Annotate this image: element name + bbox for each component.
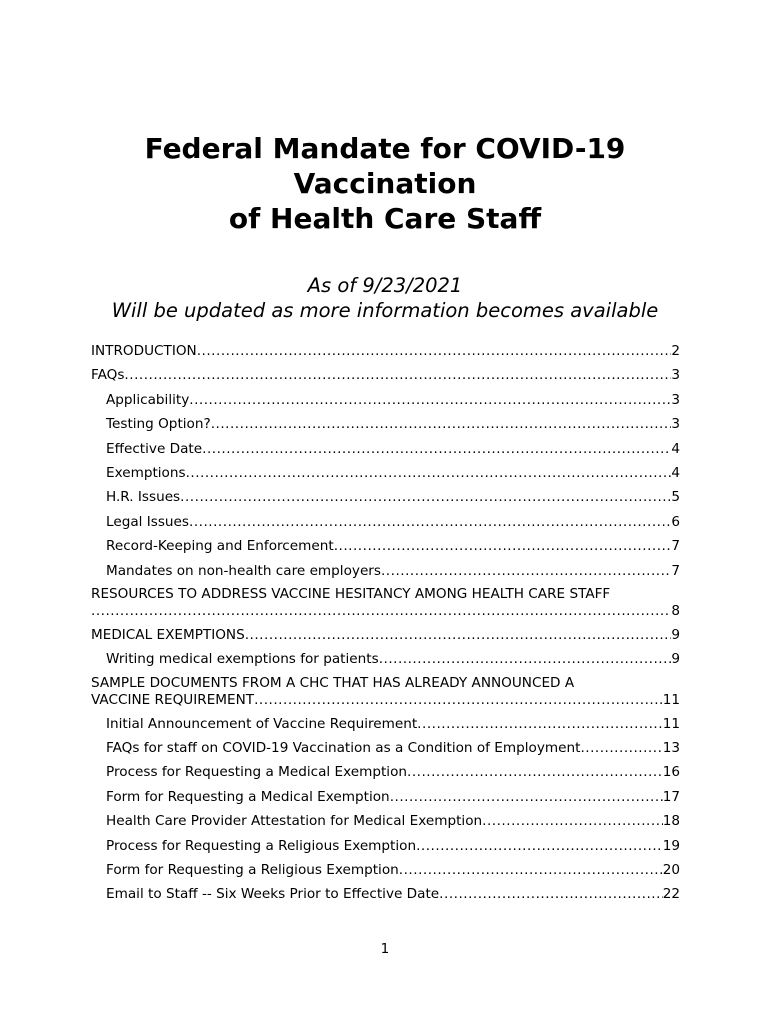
toc-entry-process-medical-exemption[interactable] (91, 760, 680, 784)
toc-entry-label: MEDICAL EXEMPTIONS (91, 626, 245, 643)
toc-entry-label: Effective Date (106, 440, 203, 457)
toc-dot-leader (407, 760, 663, 784)
toc-entry-page: 3 (671, 367, 680, 384)
toc-entry-form-medical-exemption[interactable] (91, 785, 680, 809)
toc-entry-label: Applicability (106, 391, 190, 408)
toc-entry-page: 5 (671, 489, 680, 506)
toc-entry-page: 6 (671, 513, 680, 530)
toc-entry-medical-exemptions[interactable] (91, 623, 680, 647)
toc-entry-label: Exemptions (106, 464, 186, 481)
toc-entry-page: 9 (671, 651, 680, 668)
toc-entry-page: 17 (662, 788, 680, 805)
toc-entry-page: 20 (662, 862, 680, 879)
toc-entry-faqs-for-staff[interactable] (91, 736, 680, 760)
toc-entry-legal-issues[interactable] (91, 510, 680, 534)
toc-entry-label: Process for Requesting a Medical Exemption (106, 764, 407, 781)
toc-dot-leader (197, 339, 672, 363)
toc-entry-label: Record-Keeping and Enforcement (106, 538, 334, 555)
toc-entry-label: Email to Staff -- Six Weeks Prior to Effective Date (106, 886, 440, 903)
page-number: 1 (380, 941, 390, 957)
toc-entry-page: 16 (662, 764, 680, 781)
toc-entry-label: Testing Option? (106, 416, 211, 433)
toc-dot-leader (439, 882, 663, 906)
toc-entry-record-keeping[interactable] (91, 534, 680, 558)
toc-entry-label: Process for Requesting a Religious Exemption (106, 837, 417, 854)
toc-dot-leader (580, 736, 662, 760)
toc-dot-leader (189, 388, 671, 412)
toc-entry-label: FAQs for staff on COVID-19 Vaccination as a Condition of Employment (106, 740, 581, 757)
table-of-contents (91, 339, 680, 907)
toc-entry-page: 7 (671, 538, 680, 555)
toc-entry-page: 4 (671, 440, 680, 457)
toc-entry-initial-announcement[interactable] (91, 712, 680, 736)
toc-entry-provider-attestation[interactable] (91, 809, 680, 833)
toc-entry-hr-issues[interactable] (91, 485, 680, 509)
toc-dot-leader (379, 647, 672, 671)
toc-dot-leader (399, 858, 663, 882)
toc-entry-label: INTRODUCTION (91, 343, 197, 359)
toc-dot-leader (417, 712, 663, 736)
toc-entry-label: FAQs (91, 367, 125, 384)
title-line-2: Vaccination (293, 167, 477, 200)
toc-entry-page: 19 (662, 837, 680, 854)
toc-dot-leader (245, 623, 672, 647)
toc-entry-label: Initial Announcement of Vaccine Requirement (106, 715, 418, 732)
toc-entry-page: 8 (671, 602, 680, 619)
toc-entry-label: H.R. Issues (106, 489, 181, 506)
toc-dot-leader (482, 809, 663, 833)
document-subtitle (0, 273, 770, 323)
toc-entry-process-religious-exemption[interactable] (91, 834, 680, 858)
toc-entry-page: 11 (662, 691, 680, 708)
toc-entry-label-line2: VACCINE REQUIREMENT (91, 691, 255, 708)
toc-entry-label: Writing medical exemptions for patients (106, 651, 379, 668)
subtitle-date: As of 9/23/2021 (307, 274, 463, 297)
document-title (0, 131, 770, 236)
toc-entry-faqs[interactable] (91, 363, 680, 387)
toc-entry-label: Legal Issues (106, 513, 189, 530)
toc-entry-testing-option[interactable] (91, 412, 680, 436)
toc-entry-label-line1: SAMPLE DOCUMENTS FROM A CHC THAT HAS ALREADY ANNOUNCED A (91, 674, 575, 691)
toc-dot-leader (254, 692, 663, 709)
title-line-1: Federal Mandate for COVID-19 (144, 132, 626, 165)
toc-entry-page: 3 (671, 391, 680, 408)
toc-entry-writing-medical-exemptions[interactable] (91, 647, 680, 671)
toc-dot-leader (390, 785, 663, 809)
toc-entry-page: 3 (671, 416, 680, 433)
toc-dot-leader (186, 461, 672, 485)
toc-entry-page: 2 (671, 343, 680, 359)
toc-entry-page: 7 (671, 562, 680, 579)
toc-entry-form-religious-exemption[interactable] (91, 858, 680, 882)
toc-dot-leader (180, 485, 671, 509)
toc-dot-leader (124, 363, 671, 387)
toc-entry-page: 18 (662, 813, 680, 830)
toc-entry-sample-documents[interactable] (91, 672, 680, 712)
toc-entry-page: 22 (662, 886, 680, 903)
toc-entry-label: Form for Requesting a Religious Exemption (106, 862, 399, 879)
toc-entry-label: RESOURCES TO ADDRESS VACCINE HESITANCY AMONG HEALTH CARE STAFF (91, 585, 611, 602)
toc-dot-leader (334, 534, 672, 558)
toc-entry-page: 9 (671, 626, 680, 643)
toc-entry-label: Health Care Provider Attestation for Medical Exemption (106, 813, 483, 830)
toc-dot-leader (202, 437, 671, 461)
toc-entry-introduction[interactable] (91, 339, 680, 363)
toc-entry-page: 13 (662, 740, 680, 757)
toc-entry-page: 11 (662, 715, 680, 732)
toc-dot-leader (416, 834, 663, 858)
toc-dot-leader (189, 510, 671, 534)
toc-dot-leader (91, 603, 671, 620)
toc-entry-label: Form for Requesting a Medical Exemption (106, 788, 390, 805)
toc-dot-leader (211, 412, 672, 436)
toc-entry-page: 4 (671, 464, 680, 481)
toc-entry-applicability[interactable] (91, 388, 680, 412)
toc-entry-vaccine-hesitancy[interactable] (91, 583, 680, 623)
toc-entry-non-health-mandates[interactable] (91, 559, 680, 583)
toc-dot-leader (381, 559, 671, 583)
toc-entry-exemptions[interactable] (91, 461, 680, 485)
toc-entry-email-to-staff[interactable] (91, 882, 680, 906)
toc-entry-label: Mandates on non-health care employers (106, 562, 381, 579)
toc-entry-effective-date[interactable] (91, 437, 680, 461)
title-line-3: of Health Care Staff (228, 202, 542, 235)
subtitle-note: Will be updated as more information becomes available (111, 299, 659, 322)
